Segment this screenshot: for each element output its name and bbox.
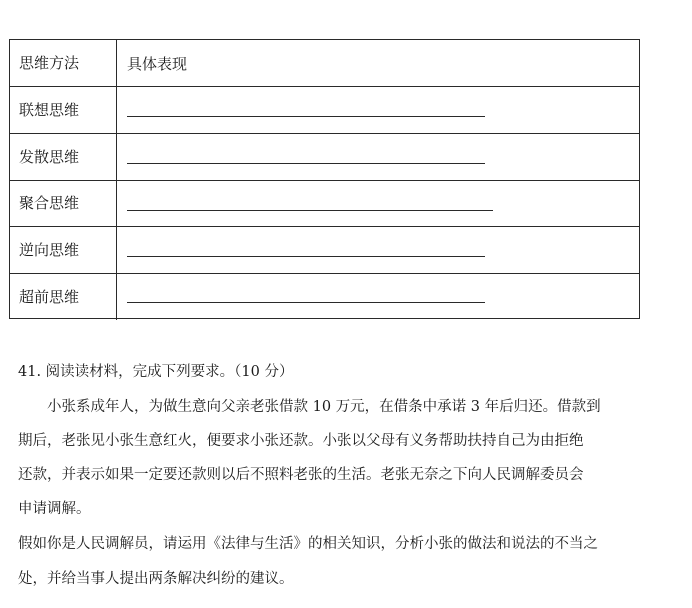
task-line: 假如你是人民调解员，请运用《法律与生活》的相关知识，分析小张的做法和说法的不当之 <box>18 536 598 552</box>
table-row <box>10 274 639 320</box>
method-cell: 超前思维 <box>10 274 117 320</box>
header-method-cell: 思维方法 <box>10 40 117 86</box>
answer-blank-line[interactable] <box>127 163 485 164</box>
thinking-methods-table <box>9 39 640 319</box>
method-cell: 发散思维 <box>10 134 117 180</box>
table-row <box>10 87 639 134</box>
material-line: 还款，并表示如果一定要还款则以后不照料老张的生活。老张无奈之下向人民调解委员会 <box>18 467 584 483</box>
task-line: 处，并给当事人提出两条解决纠纷的建议。 <box>18 571 294 587</box>
answer-blank-line[interactable] <box>127 302 485 303</box>
method-cell: 聚合思维 <box>10 181 117 226</box>
table-row <box>10 227 639 274</box>
table-header-row <box>10 40 639 87</box>
material-line: 申请调解。 <box>18 501 91 517</box>
answer-blank-line[interactable] <box>127 256 485 257</box>
answer-blank-line[interactable] <box>127 116 485 117</box>
table-row <box>10 134 639 181</box>
material-line: 期后，老张见小张生意红火，便要求小张还款。小张以父母有义务帮助扶持自己为由拒绝 <box>18 433 584 449</box>
method-cell: 联想思维 <box>10 87 117 133</box>
table-row <box>10 181 639 227</box>
answer-blank-line[interactable] <box>127 210 493 211</box>
method-cell: 逆向思维 <box>10 227 117 273</box>
header-detail-cell: 具体表现 <box>127 54 188 73</box>
material-line: 小张系成年人，为做生意向父亲老张借款 10 万元，在借条中承诺 3 年后归还。借款到 <box>47 399 601 415</box>
question-title: 41. 阅读读材料，完成下列要求。（10 分） <box>18 364 294 380</box>
